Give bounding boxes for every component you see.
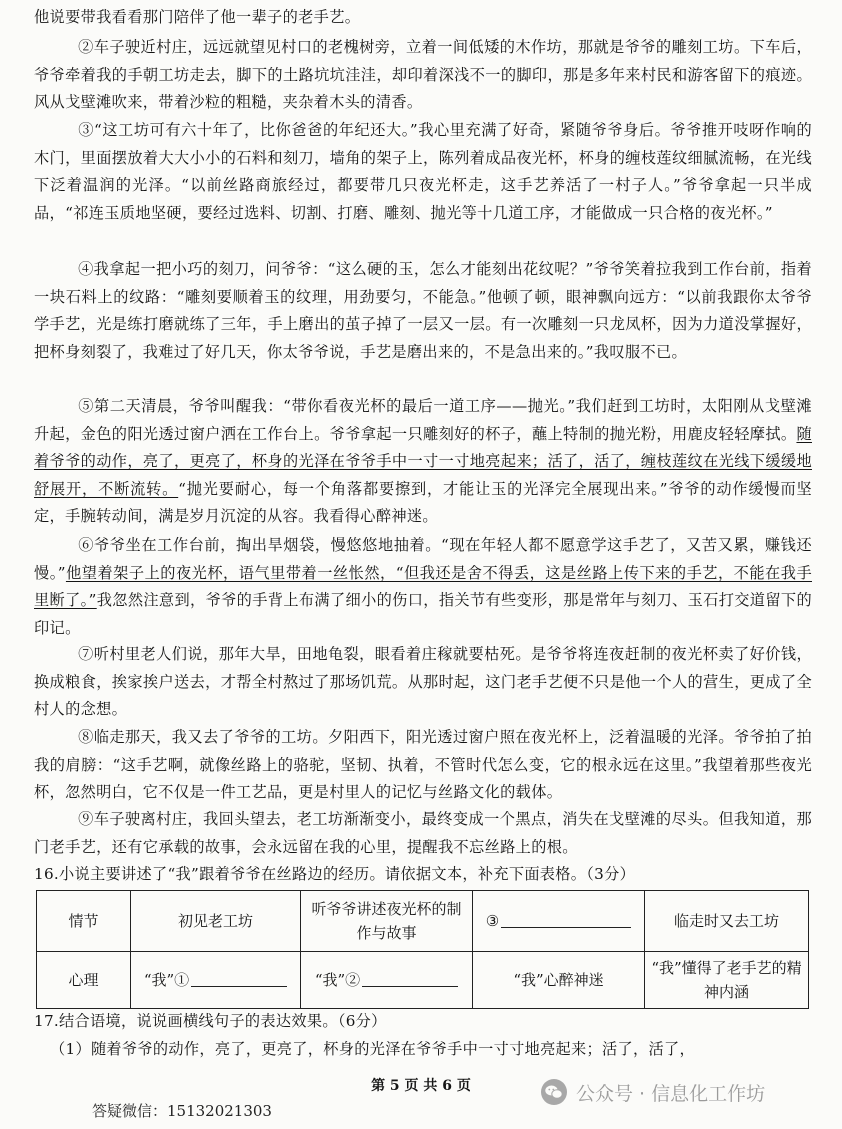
table-header-plot: 情节 — [37, 891, 131, 952]
page-number: 第 5 页 共 6 页 — [371, 1078, 471, 1094]
table-cell-plot-1: 初见老工坊 — [131, 891, 301, 952]
question-16-table — [36, 890, 809, 1009]
answer-blank-2[interactable] — [362, 970, 458, 987]
table-cell-mood-2[interactable]: “我”② — [301, 952, 473, 1009]
question-17-prompt: 17.结合语境，说说画横线句子的表达效果。（6分） — [34, 1012, 387, 1030]
answer-blank-1[interactable] — [191, 970, 287, 987]
story-paragraph-4: ④我拿起一把小巧的刻刀，问爷爷：“这么硬的玉，怎么才能刻出花纹呢？”爷爷笑着拉我到工作台前，指着一块石料上的纹路：“雕刻要顺着玉的纹理，用劲要匀，不能急。”他顿了顿，眼神飘向远方：“以前我跟你太爷爷学手艺，光是练打磨就练了三年，手上磨出的茧子掉了一层又一层。有一次雕刻一只龙凤杯，因为力道没掌握好，把杯身刻裂了，我难过了好几天，你太爷爷说，手艺是磨出来的，不是急出来的。”我叹服不已。 — [34, 260, 812, 361]
table-cell-mood-4: “我”懂得了老手艺的精神内涵 — [645, 952, 809, 1009]
table-cell-mood-3: “我”心醉神迷 — [473, 952, 645, 1009]
answer-blank-3[interactable] — [501, 911, 631, 928]
wechat-icon — [540, 1078, 568, 1106]
story-paragraph-8: ⑧临走那天，我又去了爷爷的工坊。夕阳西下，阳光透过窗户照在夜光杯上，泛着温暖的光泽。爷爷拍了拍我的肩膀：“这手艺啊，就像丝路上的骆驼，坚韧、执着，不管时代怎么变，它的根永远在这里。”我望着那些夜光杯，忽然明白，它不仅是一件工艺品，更是村里人的记忆与丝路文化的载体。 — [34, 728, 812, 802]
table-cell-plot-4: 临走时又去工坊 — [645, 891, 809, 952]
story-paragraph-5: ⑤第二天清晨，爷爷叫醒我：“带你看夜光杯的最后一道工序——抛光。”我们赶到工坊时，太阳刚从戈壁滩升起，金色的阳光透过窗户洒在工作台上。爷爷拿起一只雕刻好的杯子，蘸上特制的抛光粉，用鹿皮轻轻摩拭。随着爷爷的动作，亮了，更亮了，杯身的光泽在爷爷手中一寸一寸地亮起来；活了，活了，缠枝莲纹在光线下缓缓地舒展开，不断流转。“抛光要耐心，每一个角落都要擦到，才能让玉的光泽完全展现出来。”爷爷的动作缓慢而坚定，手腕转动间，满是岁月沉淀的从容。我看得心醉神迷。 — [34, 397, 812, 526]
story-paragraph-2: ②车子驶近村庄，远远就望见村口的老槐树旁，立着一间低矮的木作坊，那就是爷爷的雕刻工坊。下车后，爷爷牵着我的手朝工坊走去，脚下的土路坑坑洼洼，却印着深浅不一的脚印，那是多年来村民和游客留下的痕迹。风从戈壁滩吹来，带着沙粒的粗糙，夹杂着木头的清香。 — [34, 38, 812, 112]
story-paragraph-3: ③“这工坊可有六十年了，比你爸爸的年纪还大。”我心里充满了好奇，紧随爷爷身后。爷爷推开吱呀作响的木门，里面摆放着大大小小的石料和刻刀，墙角的架子上，陈列着成品夜光杯，杯身的缠枝莲纹细腻流畅，在光线下泛着温润的光泽。“以前丝路商旅经过，都要带几只夜光杯走，这手艺养活了一村子人。”爷爷拿起一只半成品，“祁连玉质地坚硬，要经过选料、切割、打磨、雕刻、抛光等十几道工序，才能做成一只合格的夜光杯。” — [34, 121, 812, 222]
watermark — [540, 1078, 765, 1106]
story-paragraph-9: ⑨车子驶离村庄，我回头望去，老工坊渐渐变小，最终变成一个黑点，消失在戈壁滩的尽头。但我知道，那门老手艺，还有它承载的故事，会永远留在我的心里，提醒我不忘丝路上的根。 — [34, 810, 812, 856]
question-16-prompt: 16.小说主要讲述了“我”跟着爷爷在丝路边的经历。请依据文本，补充下面表格。（3分） — [34, 865, 636, 883]
table-cell-plot-3[interactable]: ③ — [473, 891, 645, 952]
story-paragraph-7: ⑦听村里老人们说，那年大旱，田地龟裂，眼看着庄稼就要枯死。是爷爷将连夜赶制的夜光杯卖了好价钱，换成粮食，挨家挨户送去，才帮全村熬过了那场饥荒。从那时起，这门老手艺便不只是他一个人的营生，更成了全村人的念想。 — [34, 645, 812, 719]
table-cell-plot-2: 听爷爷讲述夜光杯的制作与故事 — [301, 891, 473, 952]
question-17-item-1: （1）随着爷爷的动作，亮了，更亮了，杯身的光泽在爷爷手中一寸寸地亮起来；活了，活了， — [50, 1040, 695, 1058]
table-header-mood: 心理 — [37, 952, 131, 1009]
story-paragraph-6: ⑥爷爷坐在工作台前，掏出旱烟袋，慢悠悠地抽着。“现在年轻人都不愿意学这手艺了，又苦又累，赚钱还慢。”他望着架子上的夜光杯，语气里带着一丝怅然，“但我还是舍不得丢，这是丝路上传下来的手艺，不能在我手里断了。”我忽然注意到，爷爷的手背上布满了细小的伤口，指关节有些变形，那是常年与刻刀、玉石打交道留下的印记。 — [34, 536, 812, 637]
underlined-sentence-1: 随着爷爷的动作，亮了，更亮了，杯身的光泽在爷爷手中一寸一寸地亮起来；活了，活了，缠枝莲纹在光线下缓缓地舒展开，不断流转。 — [34, 424, 812, 498]
story-paragraph-1-end: 他说要带我看看那门陪伴了他一辈子的老手艺。 — [34, 8, 361, 26]
underlined-sentence-2: 他望着架子上的夜光杯，语气里带着一丝怅然，“但我还是舍不得丢，这是丝路上传下来的手艺，不能在我手里断了。” — [34, 563, 812, 610]
watermark-text: 公众号 · 信息化工作坊 — [576, 1082, 766, 1105]
contact-info: 答疑微信：15132021303 — [92, 1102, 272, 1120]
table-cell-mood-1[interactable]: “我”① — [131, 952, 301, 1009]
